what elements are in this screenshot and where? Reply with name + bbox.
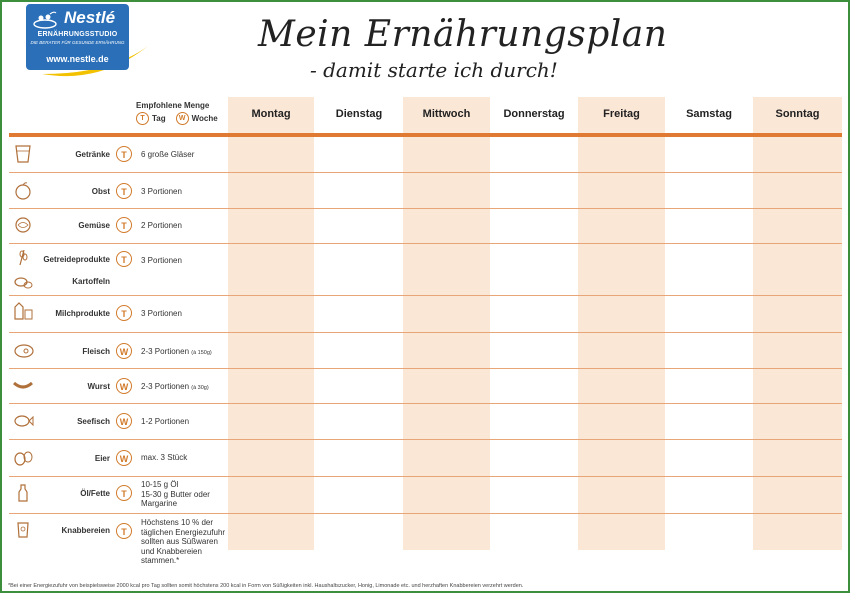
day-header: Freitag (603, 108, 640, 120)
row-badge: W (116, 450, 132, 466)
row-label: Obst (91, 187, 110, 196)
amount-text: 2-3 Portionen (141, 382, 190, 391)
row-divider (9, 172, 842, 173)
amount-line: Höchstens 10 % der (141, 518, 214, 527)
amount-line: täglichen Energiezufuhr (141, 527, 226, 537)
row-amount: 1-2 Portionen (141, 417, 190, 426)
row-label: Fleisch (82, 347, 110, 356)
footnote: *Bei einer Energiezufuhr von beispielsweise 2000 kcal pro Tag sollten somit höchstens 200 kcal in Form von Süßigkeiten inkl. Haushaltszucker, Honig, Limonade etc. und herzhaften Knabbereien verzehrt werden. (8, 583, 524, 589)
row-badge: W (116, 343, 132, 359)
row-amount: 3 Portionen (141, 256, 182, 265)
row-amount: 3 Portionen (141, 309, 182, 318)
row-label: Eier (94, 454, 110, 463)
row-divider (9, 513, 842, 514)
row-amount (141, 347, 212, 359)
day-column-shade (578, 97, 665, 550)
row-divider (9, 243, 842, 244)
bird-nest-icon (32, 9, 58, 29)
page-title: Mein Ernährungsplan (258, 14, 668, 55)
row-badge: T (116, 485, 132, 501)
legend (136, 112, 218, 125)
logo-studio: ERNÄHRUNGSSTUDIO (37, 31, 118, 38)
amount-line: 10-15 g Öl (141, 480, 179, 489)
amount-line: Margarine (141, 499, 178, 508)
day-column-shade (228, 97, 314, 550)
row-label: Milchprodukte (55, 309, 110, 318)
row-badge: W (116, 378, 132, 394)
row-label: Gemüse (78, 221, 110, 230)
header-divider (9, 133, 842, 137)
amount-line: 15-30 g Butter oder (141, 489, 210, 499)
row-label: Knabbereien (61, 526, 110, 535)
row-amount (141, 480, 210, 509)
week-symbol-icon: W (176, 112, 189, 125)
amount-text: 2-3 Portionen (141, 347, 190, 356)
row-label: Seefisch (77, 417, 110, 426)
row-label: Öl/Fette (80, 489, 110, 498)
logo-tagline: DIE BERATER FÜR GESUNDE ERNÄHRUNG (30, 40, 125, 45)
row-badge: T (116, 146, 132, 162)
row-amount: max. 3 Stück (141, 453, 188, 462)
day-symbol-icon: T (136, 112, 149, 125)
amount-note: (à 30g) (191, 385, 209, 391)
amount-note: (à 150g) (191, 350, 212, 356)
amount-line: sollten aus Süßwaren (141, 537, 218, 546)
page-subtitle: - damit starte ich durch! (310, 58, 558, 82)
legend-tag: Tag (152, 114, 166, 123)
row-badge: T (116, 305, 132, 321)
day-header: Sonntag (775, 108, 820, 120)
row-divider (9, 368, 842, 369)
row-amount: 2 Portionen (141, 221, 182, 230)
row-label-secondary: Kartoffeln (72, 277, 110, 286)
row-badge: T (116, 183, 132, 199)
row-amount: 3 Portionen (141, 187, 182, 196)
row-label: Wurst (87, 382, 110, 391)
day-header: Samstag (686, 108, 732, 120)
amount-line: stammen.* (141, 556, 180, 565)
row-badge: T (116, 523, 132, 539)
recommended-heading: Empfohlene Menge (136, 101, 210, 110)
row-divider (9, 439, 842, 440)
logo-brand: Nestlé (64, 8, 116, 27)
logo-url[interactable]: www.nestle.de (46, 54, 109, 64)
day-header: Donnerstag (503, 108, 565, 120)
row-divider (9, 208, 842, 209)
row-divider (9, 476, 842, 477)
legend-week: Woche (191, 114, 218, 123)
row-badge: W (116, 413, 132, 429)
row-badge: T (116, 251, 132, 267)
row-divider (9, 403, 842, 404)
row-label: Getränke (75, 150, 110, 159)
row-amount: 6 große Gläser (141, 150, 195, 159)
day-column-shade (753, 97, 842, 550)
row-divider (9, 332, 842, 333)
day-header: Montag (251, 108, 291, 120)
row-divider (9, 295, 842, 296)
row-amount (141, 382, 209, 394)
day-header: Dienstag (335, 108, 383, 120)
day-header: Mittwoch (422, 108, 471, 120)
row-amount (141, 518, 225, 566)
nestle-logo (26, 4, 129, 70)
amount-line: und Knabbereien (141, 546, 202, 556)
row-label: Getreideprodukte (43, 255, 110, 264)
day-column-shade (403, 97, 490, 550)
row-badge: T (116, 217, 132, 233)
